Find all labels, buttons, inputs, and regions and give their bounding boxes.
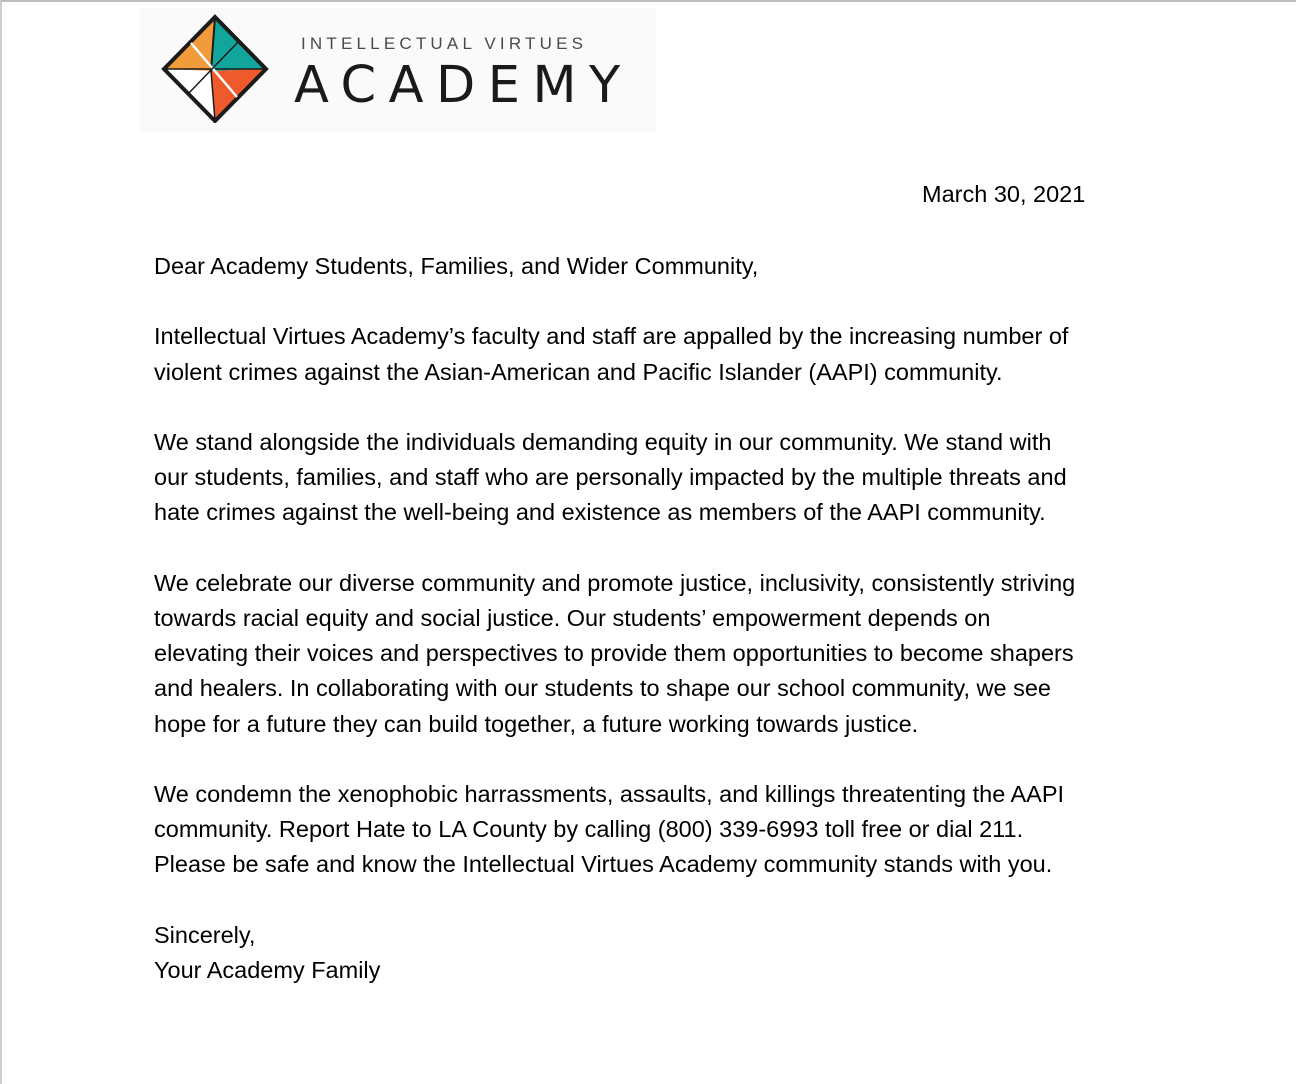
text-line: We stand alongside the individuals demanding equity in our community. We stand with — [154, 428, 1052, 455]
text-line: and healers. In collaborating with our students to shape our school community, we see — [154, 675, 1051, 702]
letter-body — [154, 249, 1164, 1023]
text-line: hope for a future they can build together, a future working towards justice. — [154, 710, 919, 737]
paragraph-4 — [154, 777, 1164, 883]
letter-date: March 30, 2021 — [922, 181, 1086, 207]
text-line: community. Report Hate to LA County by calling (800) 339-6993 toll free or dial 211. — [154, 816, 1024, 843]
logo-title: ACADEMY — [294, 56, 633, 115]
paragraph-2 — [154, 425, 1164, 531]
closing — [154, 918, 1164, 988]
text-line: Please be safe and know the Intellectual Virtues Academy community stands with you. — [154, 851, 1053, 878]
diamond-logo-icon — [161, 13, 269, 123]
text-line: violent crimes against the Asian-American and Pacific Islander (AAPI) community. — [154, 358, 1003, 385]
text-line: elevating their voices and perspectives to provide them opportunities to become shapers — [154, 640, 1074, 667]
text-line: our students, families, and staff who are personally impacted by the multiple threats and — [154, 464, 1067, 491]
text-line: hate crimes against the well-being and existence as members of the AAPI community. — [154, 499, 1046, 526]
paragraph-1 — [154, 319, 1164, 389]
signature: Your Academy Family — [154, 956, 381, 983]
text-line: We celebrate our diverse community and promote justice, inclusivity, consistently striving — [154, 569, 1076, 596]
valediction: Sincerely, — [154, 921, 256, 948]
letterhead — [140, 8, 656, 132]
text-line: We condemn the xenophobic harrassments, assaults, and killings threatenting the AAPI — [154, 780, 1065, 807]
text-line: Intellectual Virtues Academy’s faculty and staff are appalled by the increasing number of — [154, 323, 1069, 350]
text-line: towards racial equity and social justice. Our students’ empowerment depends on — [154, 604, 991, 631]
paragraph-3 — [154, 566, 1164, 742]
logo-subtitle: INTELLECTUAL VIRTUES — [301, 34, 588, 53]
salutation: Dear Academy Students, Families, and Wider Community, — [154, 253, 759, 279]
